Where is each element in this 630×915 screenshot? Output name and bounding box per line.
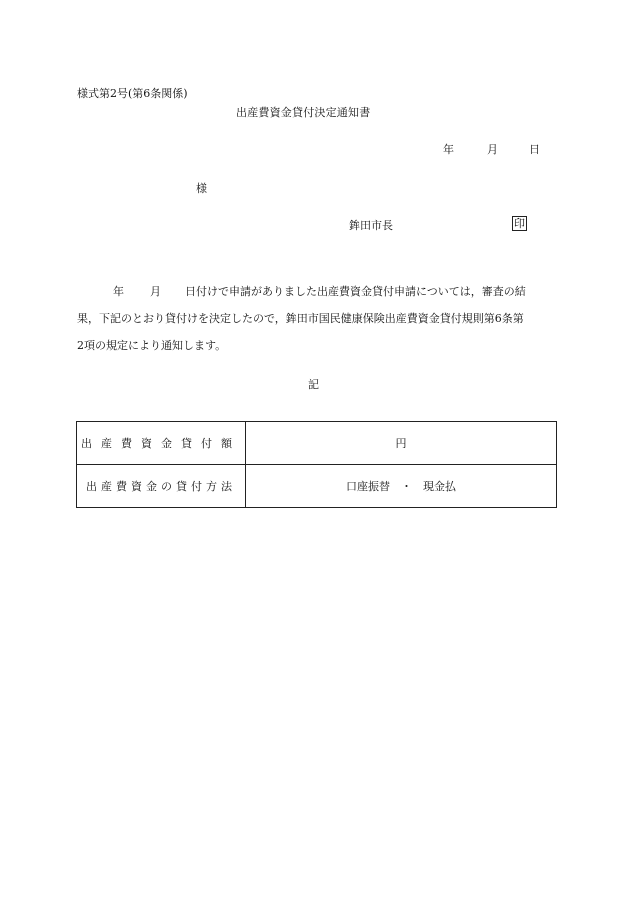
body-text xyxy=(77,278,551,359)
ki-heading: 記 xyxy=(308,378,319,391)
body-year: 年 xyxy=(113,285,124,298)
loan-method-label-text: 出産費資金の貸付方法 xyxy=(86,480,236,493)
loan-amount-label xyxy=(77,422,246,465)
date-month: 月 xyxy=(487,143,498,156)
table-row xyxy=(77,422,557,465)
body-line-1-rest: 日付けで申請がありました出産費資金貸付申請については，審査の結 xyxy=(185,285,526,298)
addressee-suffix: 様 xyxy=(196,182,207,195)
date-line xyxy=(443,141,540,157)
body-line-3: 2項の規定により通知します。 xyxy=(77,339,227,352)
body-month: 月 xyxy=(150,285,161,298)
loan-method-value: 口座振替 ・ 現金払 xyxy=(246,465,557,508)
date-year: 年 xyxy=(443,143,454,156)
table-row xyxy=(77,465,557,508)
loan-amount-label-text: 出産費資金貸付額 xyxy=(81,437,241,450)
seal-mark: 印 xyxy=(514,217,525,230)
issuer-name: 鉾田市長 xyxy=(349,219,393,232)
body-line-1 xyxy=(77,278,551,305)
loan-details-table xyxy=(76,421,557,508)
date-day: 日 xyxy=(529,143,540,156)
document-title: 出産費資金貸付決定通知書 xyxy=(236,106,371,119)
form-number: 様式第2号(第6条関係) xyxy=(77,87,188,100)
loan-amount-value: 円 xyxy=(246,422,557,465)
body-line-2: 果，下記のとおり貸付けを決定したので，鉾田市国民健康保険出産費資金貸付規則第6条第 xyxy=(77,312,524,325)
loan-method-label xyxy=(77,465,246,508)
